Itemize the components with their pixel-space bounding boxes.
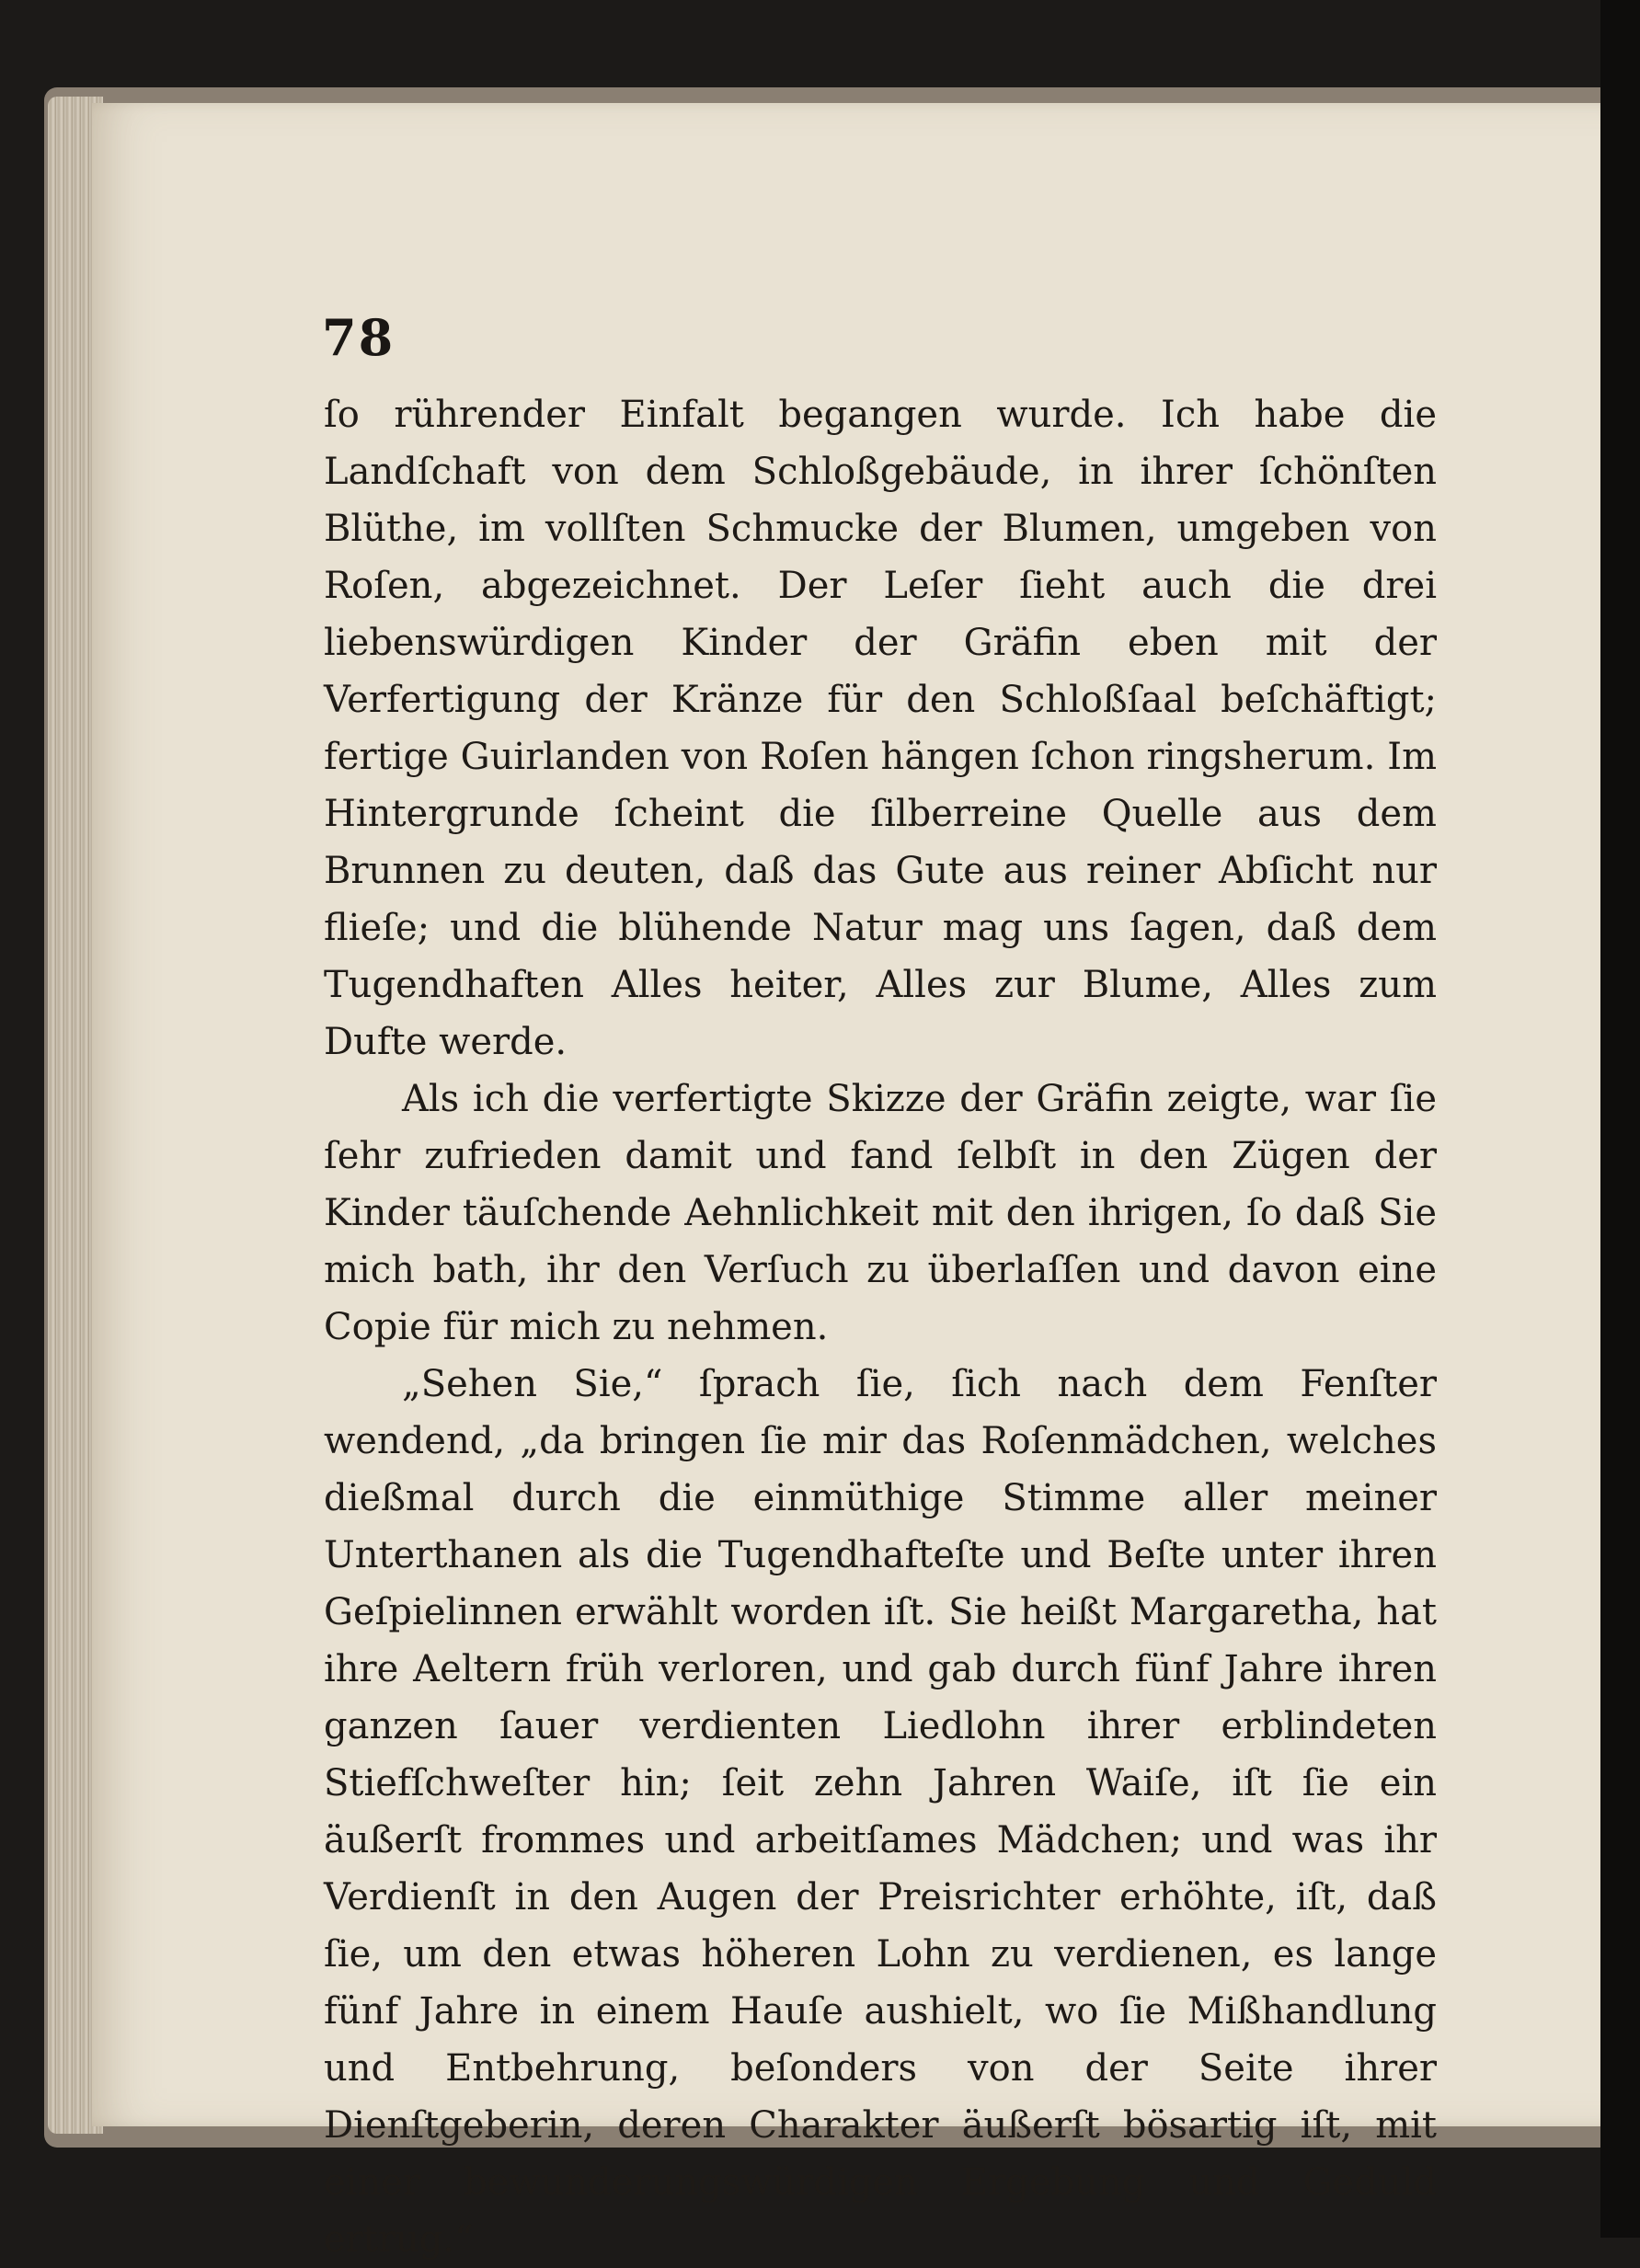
body-text <box>324 386 1437 2268</box>
background-edge <box>1600 0 1640 2238</box>
page-number: 78 <box>322 308 396 367</box>
paragraph-1: ſo rührender Einfalt begangen wurde. Ich habe die Landſchaft von dem Schloßgebäude, in ihrer ſchönſten Blüthe, im vollſten Schmucke der Blumen, umgeben von Roſen, abgezeichnet. Der Leſer ſieht auch die drei liebenswürdigen Kinder der Gräfin eben mit der Verfertigung der Kränze für den Schloßſaal beſchäftigt; fertige Guirlanden von Roſen hängen ſchon ringsherum. Im Hintergrunde ſcheint die ſilberreine Quelle aus dem Brunnen zu deuten, daß das Gute aus reiner Abſicht nur flieſe; und die blühende Natur mag uns ſagen, daß dem Tugendhaften Alles heiter, Alles zur Blume, Alles zum Dufte werde. <box>324 394 1437 1063</box>
paragraph-2: Als ich die verfertigte Skizze der Gräfin zeigte, war ſie ſehr zufrieden damit und fand ſelbſt in den Zügen der Kinder täuſchende Aehnlichkeit mit den ihrigen, ſo daß Sie mich bath, ihr den Verſuch zu überlaſſen und davon eine Copie für mich zu nehmen. <box>324 1078 1437 1348</box>
paragraph-3: „Sehen Sie,“ ſprach ſie, ſich nach dem Fenſter wendend, „da bringen ſie mir das Roſenmädchen, welches dießmal durch die einmüthige Stimme aller meiner Unterthanen als die Tugendhafteſte und Beſte unter ihren Geſpielinnen erwählt worden iſt. Sie heißt Margaretha, hat ihre Aeltern früh verloren, und gab durch fünf Jahre ihren ganzen ſauer verdienten Liedlohn ihrer erblindeten Stiefſchweſter hin; ſeit zehn Jahren Waiſe, iſt ſie ein äußerſt frommes und arbeitſames Mädchen; und was ihr Verdienſt in den Augen der Preisrichter erhöhte, iſt, daß ſie, um den etwas höheren Lohn zu verdienen, es lange fünf Jahre in einem Hauſe aushielt, wo ſie Mißhandlung und Entbehrung, beſonders von der Seite ihrer Dienſtgeberin, deren Charakter äußerſt bösartig iſt, mit einer bewunderungswürdigen Ergebung und Geduld ertrug.“ <box>324 1363 1437 2261</box>
